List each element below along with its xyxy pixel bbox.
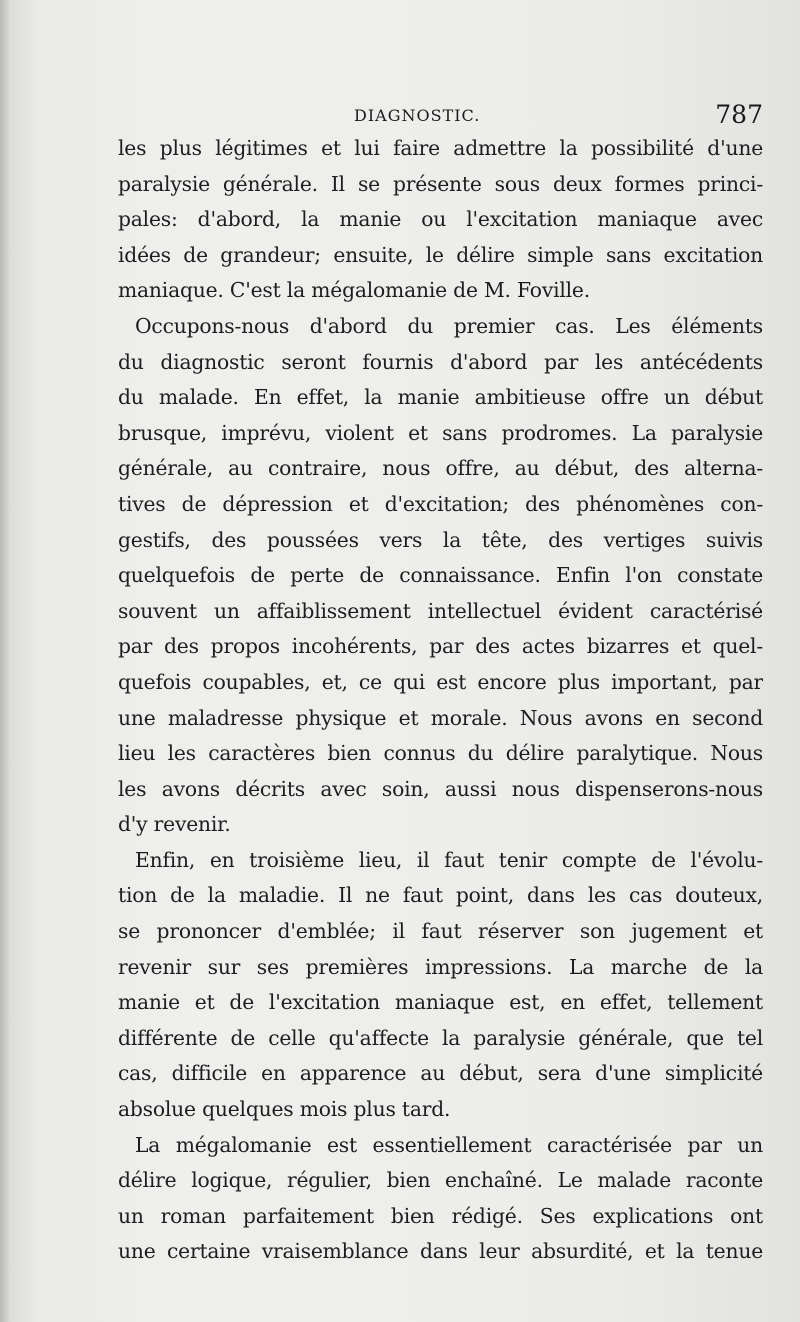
text-line: maniaque. C'est la mégalomanie de M. Foville.: [118, 278, 590, 303]
page-edge-shadow: [0, 0, 10, 1322]
body-text: [118, 131, 763, 1270]
text-line: les avons décrits avec soin, aussi nous dispenserons-nous: [118, 776, 763, 801]
text-line: cas, difficile en apparence au début, sera d'une simplicité: [118, 1061, 763, 1086]
text-line: une maladresse physique et morale. Nous avons en second: [118, 705, 763, 730]
text-line: absolue quelques mois plus tard.: [118, 1097, 451, 1122]
text-line: du malade. En effet, la manie ambitieuse offre un début: [118, 385, 763, 410]
text-line: Occupons-nous d'abord du premier cas. Les éléments: [135, 313, 763, 338]
text-line: lieu les caractères bien connus du délire paralytique. Nous: [118, 741, 763, 766]
text-line: un roman parfaitement bien rédigé. Ses explications ont: [118, 1203, 763, 1228]
text-line: quefois coupables, et, ce qui est encore plus important, par: [118, 669, 763, 694]
text-line: gestifs, des poussées vers la tête, des vertiges suivis: [118, 527, 763, 552]
text-line: différente de celle qu'affecte la paralysie générale, que tel: [118, 1025, 763, 1050]
text-line: souvent un affaiblissement intellectuel évident caractérisé: [118, 598, 763, 623]
text-line: pales: d'abord, la manie ou l'excitation maniaque avec: [118, 207, 763, 232]
text-line: tion de la maladie. Il ne faut point, dans les cas douteux,: [118, 883, 763, 908]
text-line: brusque, imprévu, violent et sans prodromes. La paralysie: [118, 420, 763, 445]
text-line: paralysie générale. Il se présente sous deux formes princi-: [118, 171, 763, 196]
text-line: du diagnostic seront fournis d'abord par les antécédents: [118, 349, 763, 374]
page-number: 787: [715, 100, 763, 129]
text-line: délire logique, régulier, bien enchaîné. Le malade raconte: [118, 1168, 763, 1193]
text-line: tives de dépression et d'excitation; des phénomènes con-: [118, 491, 763, 516]
text-line: d'y revenir.: [118, 812, 231, 837]
text-line: revenir sur ses premières impressions. La marche de la: [118, 954, 763, 979]
text-line: se prononcer d'emblée; il faut réserver son jugement et: [118, 919, 763, 944]
text-line: La mégalomanie est essentiellement caractérisée par un: [135, 1132, 763, 1157]
text-line: par des propos incohérents, par des actes bizarres et quel-: [118, 634, 763, 659]
text-line: manie et de l'excitation maniaque est, en effet, tellement: [118, 990, 763, 1015]
text-line: quelquefois de perte de connaissance. Enfin l'on constate: [118, 563, 763, 588]
text-line: les plus légitimes et lui faire admettre la possibilité d'une: [118, 136, 763, 160]
text-line: une certaine vraisemblance dans leur absurdité, et la tenue: [118, 1239, 763, 1264]
text-line: générale, au contraire, nous offre, au début, des alterna-: [118, 456, 763, 481]
text-line: idées de grandeur; ensuite, le délire simple sans excitation: [118, 242, 763, 267]
text-line: Enfin, en troisième lieu, il faut tenir compte de l'évolu-: [135, 847, 763, 872]
running-head: DIAGNOSTIC.: [354, 106, 481, 125]
